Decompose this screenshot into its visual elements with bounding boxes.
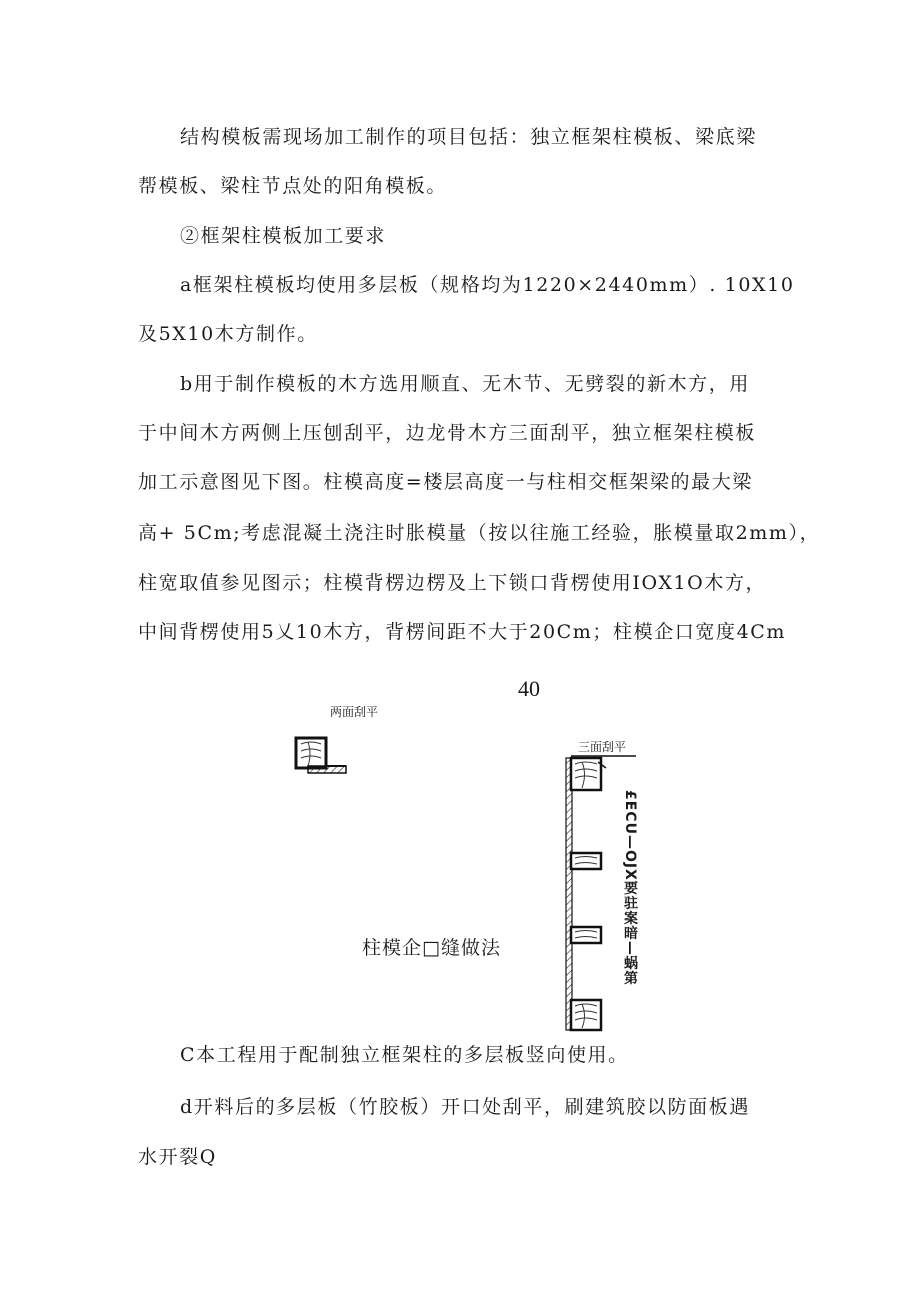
paragraph-2: ②框架柱模板加工要求: [180, 225, 387, 247]
timber-top: [571, 758, 606, 790]
paragraph-1-line-1: 结构模板需现场加工制作的项目包括：独立框架柱模板、梁底梁: [180, 126, 757, 148]
paragraph-3-line-1: a框架柱模板均使用多层板（规格均为1220×2440mm）. 10X10: [180, 274, 795, 296]
timber-bottom: [571, 1000, 601, 1030]
label-two-sides-planed: 两面刮平: [330, 705, 379, 719]
vertical-plywood-panel: [566, 758, 572, 1030]
figure-vertical-text: £ECU—OJX要驻案暗—蜗第: [622, 790, 638, 986]
timber-middle-1: [571, 853, 601, 869]
paragraph-4-line-2: 于中间木方两侧上压刨刮平，边龙骨木方三面刮平，独立框架柱模板: [138, 422, 757, 444]
two-sides-timber-detail: [296, 738, 346, 773]
paragraph-4-line-5: 柱宽取值参见图示；柱模背楞边楞及上下锁口背楞使用IOX1O木方，: [138, 572, 767, 594]
paragraph-6-line-2: 水开裂Q: [138, 1146, 217, 1168]
timber-middle-2: [571, 927, 601, 943]
figure-number: 40: [518, 676, 540, 701]
figure-caption: 柱模企□缝做法: [362, 937, 501, 959]
paragraph-3-line-2: 及5X10木方制作。: [138, 323, 318, 345]
paragraph-4-line-4: 高+ 5Cm;考虑混凝土浇注时胀模量（按以往施工经验，胀模量取2mm），: [138, 522, 821, 544]
paragraph-5: C本工程用于配制独立框架柱的多层板竖向使用。: [180, 1044, 629, 1066]
paragraph-6-line-1: d开料后的多层板（竹胶板）开口处刮平，刷建筑胶以防面板遇: [180, 1096, 750, 1118]
paragraph-4-line-1: b用于制作模板的木方选用顺直、无木节、无劈裂的新木方，用: [180, 373, 750, 395]
label-three-sides-planed: 三面刮平: [578, 740, 627, 754]
paragraph-1-line-2: 帮模板、梁柱节点处的阳角模板。: [138, 175, 448, 197]
paragraph-4-line-3: 加工示意图见下图。柱模高度=楼层高度一与柱相交框架梁的最大梁: [138, 471, 753, 493]
paragraph-4-line-6: 中间背楞使用5乂10木方，背楞间距不大于20Cm；柱模企口宽度4Cm: [138, 621, 787, 643]
